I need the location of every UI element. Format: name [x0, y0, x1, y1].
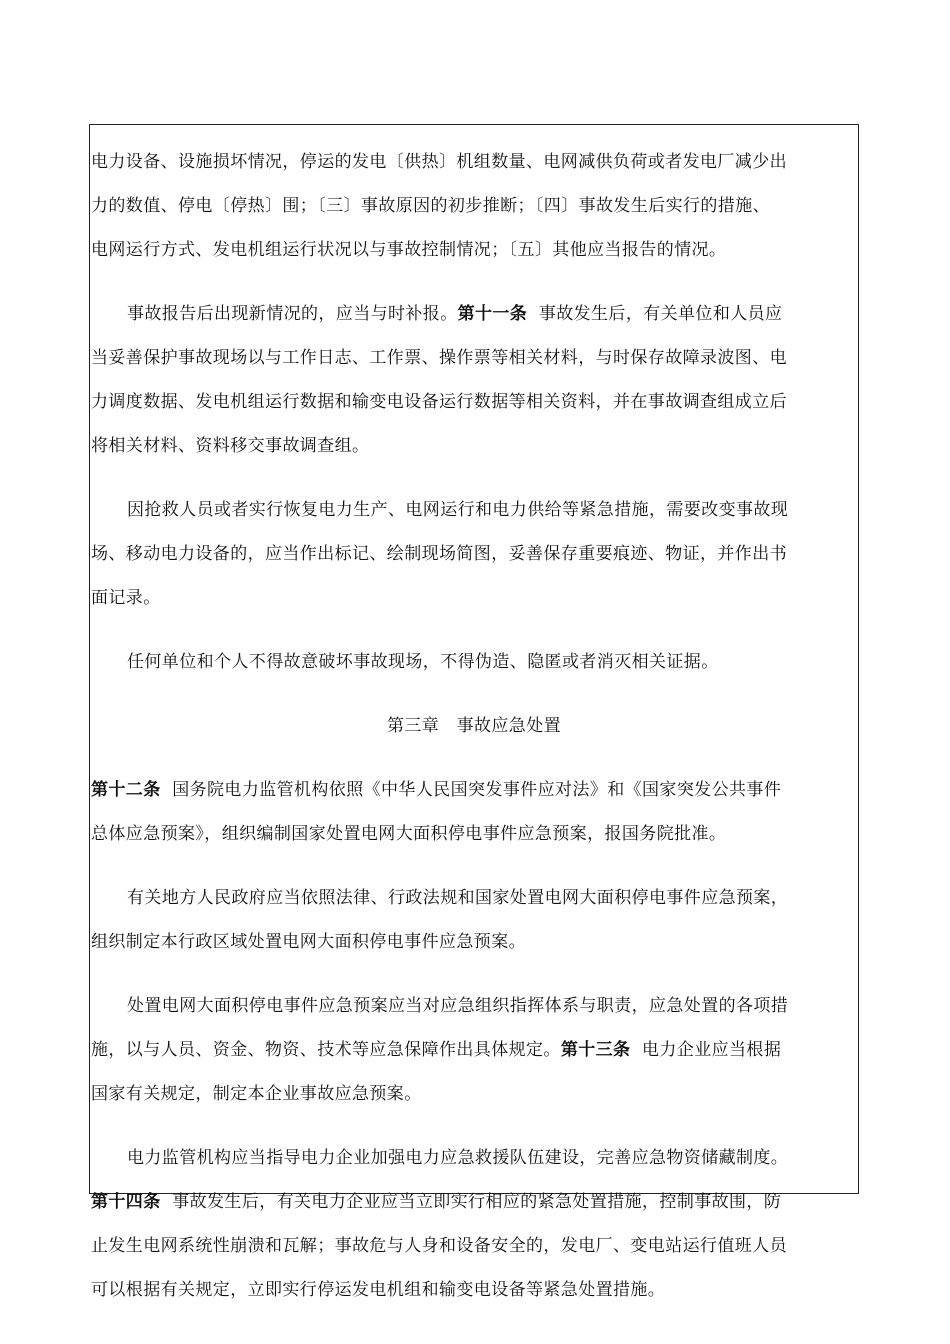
paragraph-emergency-measures [91, 488, 857, 620]
text-line: 处置电网大面积停电事件应急预案应当对应急组织指挥体系与职责，应急处置的各项措 [127, 996, 789, 1016]
paragraph-rescue-team [91, 1136, 857, 1180]
text-line: 场、移动电力设备的，应当作出标记、绘制现场简图，妥善保存重要痕迹、物证，并作出书 [91, 544, 787, 564]
text-run: 事故发生后，有关单位和人员应 [527, 304, 783, 324]
text-line: 当妥善保护事故现场以与工作日志、工作票、操作票等相关材料，与时保存故障录波图、电 [91, 348, 787, 368]
text-line: 力调度数据、发电机组运行数据和输变电设备运行数据等相关资料，并在事故调查组成立后 [91, 392, 787, 412]
document-body [91, 140, 857, 1312]
paragraph-local-government [91, 876, 857, 964]
paragraph-report-content [91, 140, 857, 272]
article-number-13: 第十三条 [560, 1040, 631, 1060]
text-line [91, 1028, 857, 1072]
text-line [91, 768, 857, 812]
text-run: 事故发生后，有关电力企业应当立即实行相应的紧急处置措施，控制事故围，防 [160, 1192, 782, 1212]
text-line: 将相关材料、资料移交事故调查组。 [91, 436, 370, 456]
paragraph-article-12 [91, 768, 857, 856]
paragraph-no-destruction [91, 640, 857, 684]
text-run: 电力企业应当根据 [630, 1040, 782, 1060]
text-line: 电网运行方式、发电机组运行状况以与事故控制情况；〔五〕其他应当报告的情况。 [91, 240, 727, 260]
text-line: 任何单位和个人不得故意破坏事故现场，不得伪造、隐匿或者消灭相关证据。 [127, 652, 719, 672]
paragraph-article-11 [91, 292, 857, 468]
text-line: 因抢救人员或者实行恢复电力生产、电网运行和电力供给等紧急措施，需要改变事故现 [127, 500, 789, 520]
paragraph-article-14 [91, 1180, 857, 1312]
text-run: 施，以与人员、资金、物资、技术等应急保障作出具体规定。 [91, 1040, 561, 1060]
text-line: 组织制定本行政区域处置电网大面积停电事件应急预案。 [91, 932, 526, 952]
article-number-14: 第十四条 [91, 1192, 161, 1212]
text-line: 电力监管机构应当指导电力企业加强电力应急救援队伍建设，完善应急物资储藏制度。 [127, 1148, 789, 1168]
text-line: 面记录。 [91, 588, 161, 608]
text-line [91, 292, 857, 336]
text-line: 力的数值、停电〔停热〕围；〔三〕事故原因的初步推断；〔四〕事故发生后实行的措施、 [91, 196, 770, 216]
chapter-heading: 第三章 事故应急处置 [386, 716, 561, 736]
text-line: 止发生电网系统性崩溃和瓦解；事故危与人身和设备安全的，发电厂、变电站运行值班人员 [91, 1236, 787, 1256]
text-line: 可以根据有关规定，立即实行停运发电机组和输变电设备等紧急处置措施。 [91, 1280, 666, 1300]
text-line: 电力设备、设施损坏情况，停运的发电〔供热〕机组数量、电网减供负荷或者发电厂减少出 [91, 152, 787, 172]
text-line [91, 1180, 857, 1224]
text-line: 国家有关规定，制定本企业事故应急预案。 [91, 1084, 422, 1104]
article-number-11: 第十一条 [457, 304, 528, 324]
paragraph-article-13 [91, 984, 857, 1116]
text-line: 有关地方人民政府应当依照法律、行政法规和国家处置电网大面积停电事件应急预案， [127, 888, 789, 908]
text-run: 国务院电力监管机构依照《中华人民国突发事件应对法》和《国家突发公共事件 [160, 780, 782, 800]
text-run: 事故报告后出现新情况的，应当与时补报。 [127, 304, 458, 324]
article-number-12: 第十二条 [91, 780, 161, 800]
text-line: 总体应急预案》，组织编制国家处置电网大面积停电事件应急预案，报国务院批准。 [91, 824, 727, 844]
